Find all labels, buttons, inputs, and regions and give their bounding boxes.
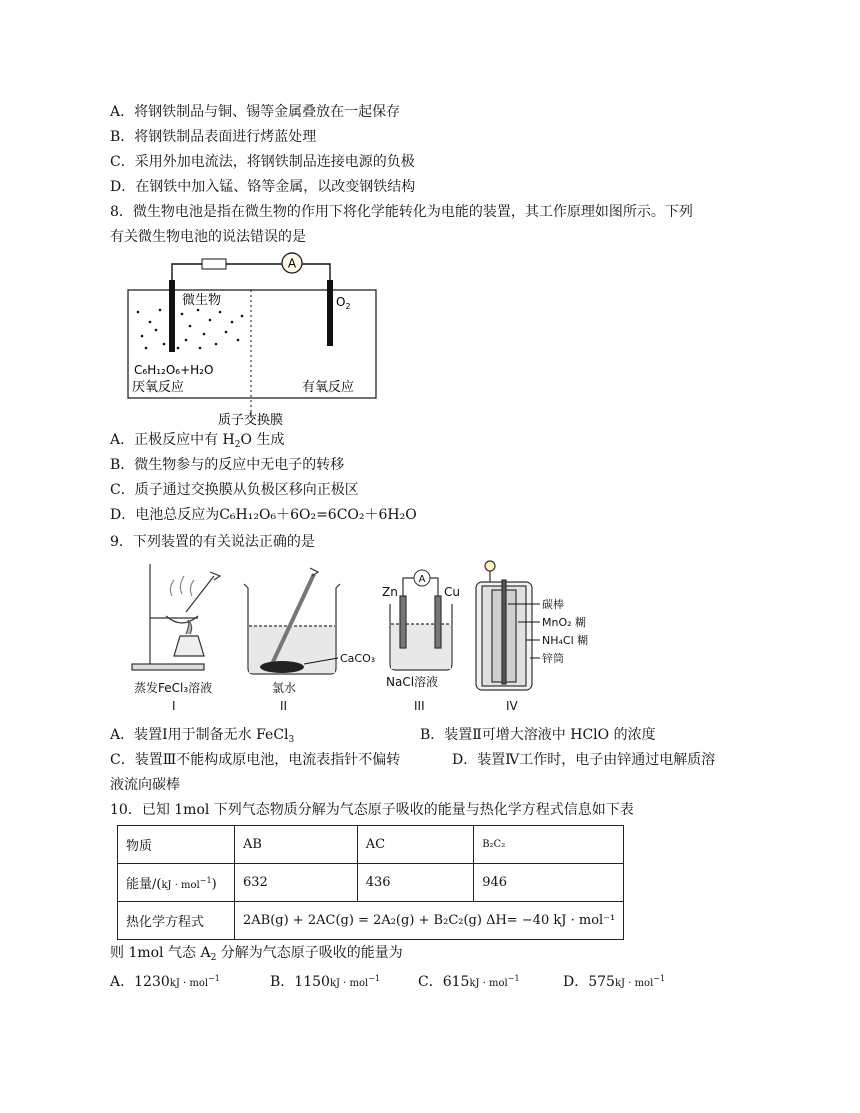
q10-option-a: A．1230kJ · mol$^{-1}$ — [110, 974, 220, 990]
microbial-cell-diagram — [120, 248, 390, 428]
svg-text:A: A — [418, 574, 426, 585]
svg-text:CaCO₃: CaCO₃ — [340, 652, 376, 665]
svg-text:C₆H₁₂O₆+H₂O: C₆H₁₂O₆+H₂O — [134, 363, 214, 377]
apparatus-iii-cell — [390, 578, 452, 670]
apparatus-iv-dry-cell — [476, 561, 532, 690]
anode-electrode — [169, 280, 175, 352]
svg-text:碳棒: 碳棒 — [542, 598, 564, 611]
table-cell: AC — [357, 826, 473, 864]
svg-text:有氧反应: 有氧反应 — [302, 380, 355, 395]
q7-option-d: D．在钢铁中加入锰、铬等金属，以改变钢铁结构 — [110, 179, 416, 195]
q8-stem-line1: 8．微生物电池是指在微生物的作用下将化学能转化为电能的装置，其工作原理如图所示。下列 — [110, 204, 693, 220]
resistor — [202, 259, 226, 269]
microbe-dots — [137, 309, 244, 350]
q9-option-d-line1: D．装置Ⅳ工作时，电子由锌通过电解质溶 — [452, 752, 716, 768]
svg-text:O2: $O_2$ — [336, 295, 351, 311]
svg-text:氯水: 氯水 — [272, 681, 297, 695]
svg-text:厌氧反应: 厌氧反应 — [132, 380, 185, 395]
q8-option-b: B．微生物参与的反应中无电子的转移 — [110, 457, 345, 473]
q7-option-c: C．采用外加电流法，将钢铁制品连接电源的负极 — [110, 154, 415, 170]
q9-stem: 9．下列装置的有关说法正确的是 — [110, 534, 315, 550]
table-cell: 632 — [235, 864, 358, 902]
q7-option-b: B．将钢铁制品表面进行烤蓝处理 — [110, 129, 317, 145]
svg-text:Zn: Zn — [382, 585, 398, 599]
table-row — [118, 864, 624, 902]
svg-text:IV: IV — [506, 699, 518, 713]
q10-option-b: B．1150kJ · mol$^{-1}$ — [270, 974, 381, 990]
svg-text:NaCl溶液: NaCl溶液 — [386, 675, 439, 689]
table-cell-equation: 2AB(g) + 2AC(g) = 2A₂(g) + B₂C₂(g) ΔH= −40 kJ · mol⁻¹ — [235, 902, 624, 940]
q7-option-a: A．将钢铁制品与铜、锡等金属叠放在一起保存 — [110, 104, 401, 120]
svg-text:蒸发FeCl₃溶液: 蒸发FeCl₃溶液 — [134, 681, 213, 695]
table-cell: 热化学方程式 — [118, 902, 235, 940]
table-row — [118, 902, 624, 940]
q10-followup: 则 1mol 气态 $A_2$ 分解为气态原子吸收的能量为 — [110, 945, 403, 963]
q10-option-d: D．575kJ · mol$^{-1}$ — [563, 974, 666, 990]
q9-option-c: C．装置Ⅲ不能构成原电池，电流表指针不偏转 — [110, 752, 401, 768]
table-cell: 946 — [474, 864, 624, 902]
apparatus-i-evaporation — [132, 564, 220, 670]
svg-text:MnO₂ 糊: MnO₂ 糊 — [542, 616, 587, 629]
svg-text:Cu: Cu — [444, 585, 460, 599]
q10-stem: 10．已知 1mol 下列气态物质分解为气态原子吸收的能量与热化学方程式信息如下表 — [110, 802, 634, 818]
svg-text:NH₄Cl 糊: NH₄Cl 糊 — [542, 634, 589, 647]
table-cell: 436 — [357, 864, 473, 902]
table-cell: B₂C₂ — [474, 826, 624, 864]
q9-option-a: A．装置Ⅰ用于制备无水 FeCl$_3$ — [110, 727, 295, 745]
svg-text:微生物: 微生物 — [182, 293, 222, 308]
q8-option-d: D．电池总反应为C₆H₁₂O₆＋6O₂=6CO₂＋6H₂O — [110, 507, 417, 523]
q8-option-c: C．质子通过交换膜从负极区移向正极区 — [110, 482, 359, 498]
q9-apparatus-figures — [120, 556, 760, 716]
q9-option-b: B．装置Ⅱ可增大溶液中 HClO 的浓度 — [420, 727, 656, 743]
q10-data-table — [117, 825, 624, 940]
table-row — [118, 826, 624, 864]
table-cell: 物质 — [118, 826, 235, 864]
svg-text:质子交换膜: 质子交换膜 — [218, 413, 284, 428]
svg-text:A: A — [287, 256, 297, 271]
svg-text:III: III — [414, 699, 425, 713]
q10-option-c: C．615kJ · mol$^{-1}$ — [418, 974, 520, 990]
apparatus-ii-beaker — [244, 568, 340, 674]
cathode-electrode — [327, 280, 333, 346]
svg-text:I: I — [172, 699, 176, 713]
q9-option-d-line2: 液流向碳棒 — [110, 777, 180, 793]
table-cell: 能量/(kJ · mol$^{-1}$) — [118, 864, 235, 902]
svg-text:II: II — [280, 699, 288, 713]
q8-stem-line2: 有关微生物电池的说法错误的是 — [110, 229, 306, 245]
svg-text:锌筒: 锌筒 — [542, 652, 564, 665]
q8-option-a: A．正极反应中有 $H_2O$ 生成 — [110, 432, 285, 450]
table-cell: AB — [235, 826, 358, 864]
